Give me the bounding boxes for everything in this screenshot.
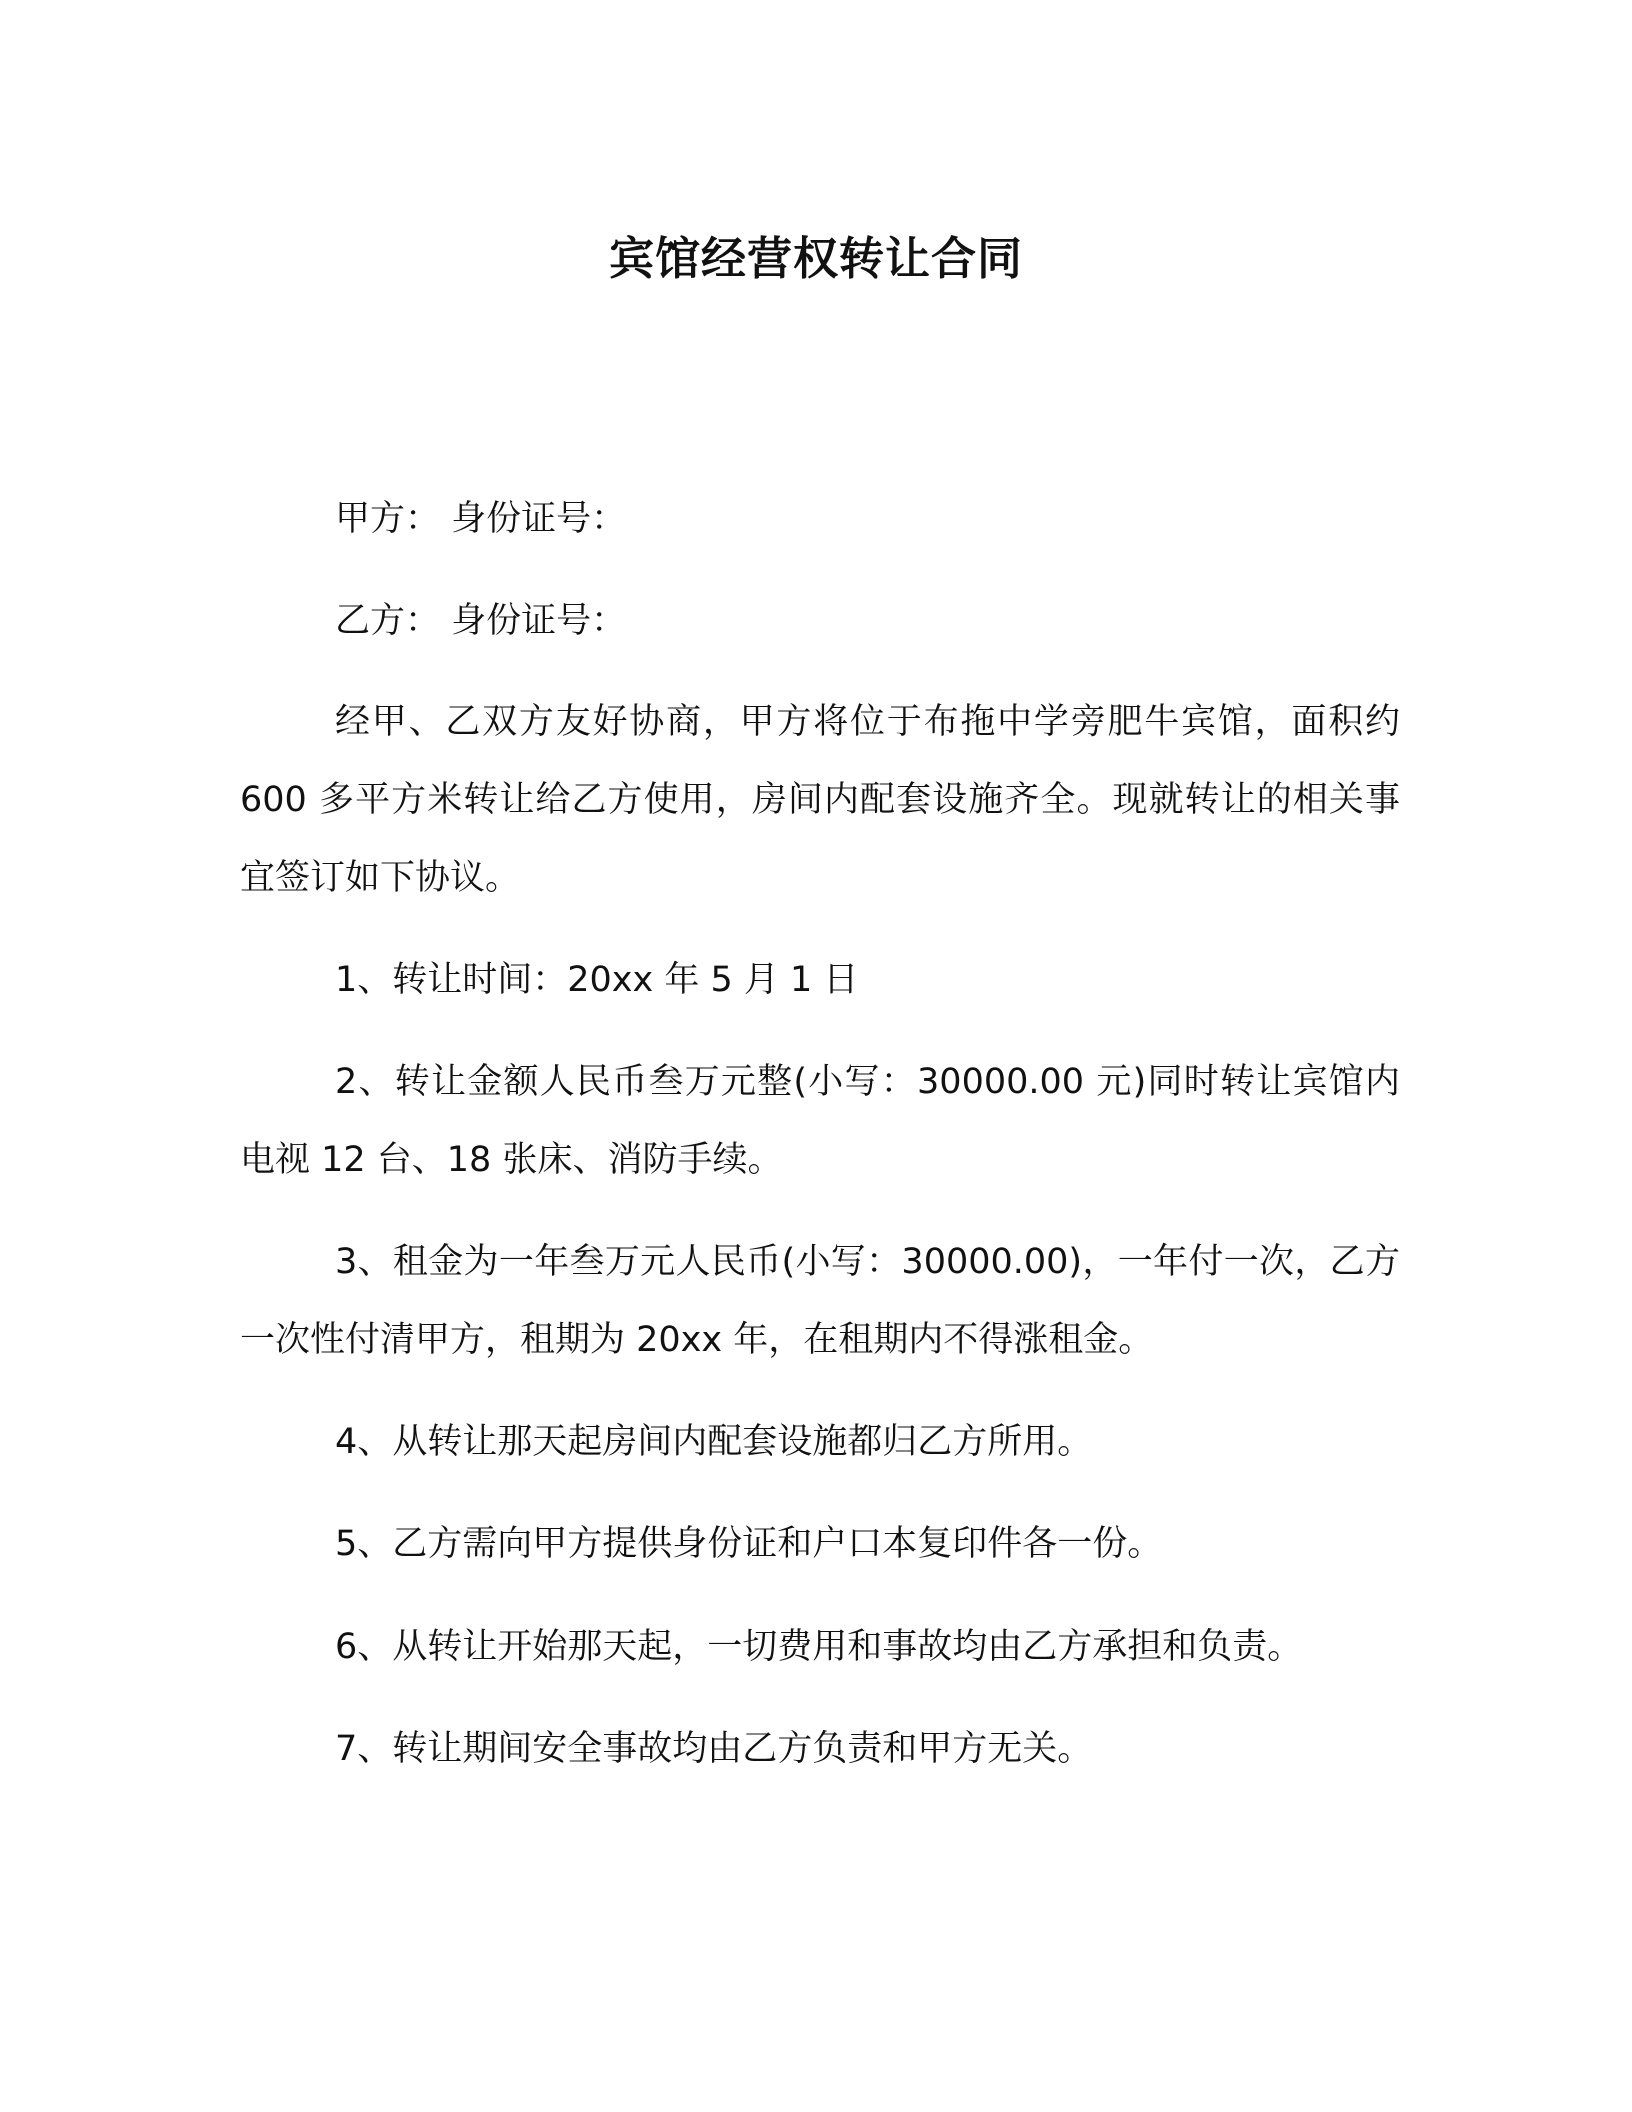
document-title: 宾馆经营权转让合同 xyxy=(608,232,1023,285)
clause-4: 4、从转让那天起房间内配套设施都归乙方所用。 xyxy=(335,1422,1093,1462)
clause-7: 7、转让期间安全事故均由乙方负责和甲方无关。 xyxy=(335,1729,1093,1769)
clause-1: 1、转让时间：20xx 年 5 月 1 日 xyxy=(335,960,859,1000)
clause-3: 3、租金为一年叁万元人民币(小写：30000.00)，一年付一次，乙方一次性付清甲方，租期为 20xx 年，在租期内不得涨租金。 xyxy=(240,1242,1400,1360)
intro-paragraph: 经甲、乙双方友好协商，甲方将位于布拖中学旁肥牛宾馆，面积约 600 多平方米转让给乙方使用，房间内配套设施齐全。现就转让的相关事宜签订如下协议。 xyxy=(240,702,1400,898)
party-a-line: 甲方： 身份证号： xyxy=(335,499,627,539)
clause-5: 5、乙方需向甲方提供身份证和户口本复印件各一份。 xyxy=(335,1524,1163,1564)
clause-6: 6、从转让开始那天起，一切费用和事故均由乙方承担和负责。 xyxy=(335,1627,1303,1667)
clause-2: 2、转让金额人民币叁万元整(小写：30000.00 元)同时转让宾馆内电视 12 台、18 张床、消防手续。 xyxy=(240,1062,1400,1180)
party-b-line: 乙方： 身份证号： xyxy=(335,601,627,641)
